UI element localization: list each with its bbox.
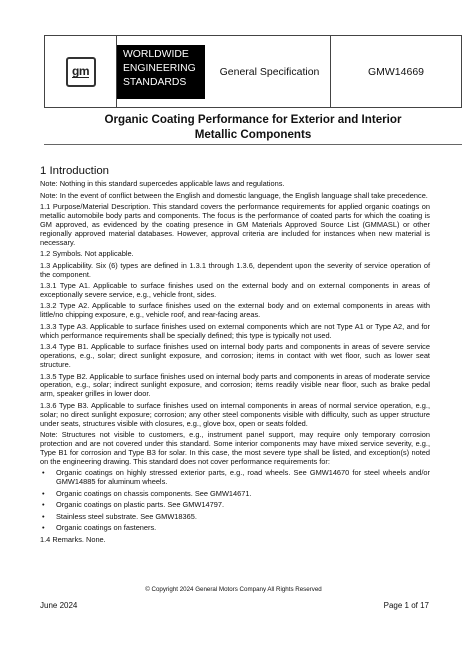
bullet-glyph: • xyxy=(42,500,45,510)
document-title xyxy=(44,112,462,142)
paragraph: 1.3.4 Type B1. Applicable to surface finishes used on internal body parts and components in areas of severe service operations, e.g., solar; direct sunlight exposure, and corrosion; items in contact with wet floor, such as lower seat structure. xyxy=(40,342,430,370)
title-line: Metallic Components xyxy=(194,128,312,141)
list-item-text: Organic coatings on highly stressed exterior parts, e.g., road wheels. See GMW14670 for steel wheels and/or GMW14885 for aluminum wheels. xyxy=(56,468,430,487)
doc-number: GMW14669 xyxy=(367,65,425,78)
document-header xyxy=(44,35,462,108)
paragraph: Note: In the event of conflict between the English and domestic language, the English language shall take precedence. xyxy=(40,190,428,200)
gm-logo-text: gm xyxy=(72,63,89,78)
paragraph: 1.3.5 Type B2. Applicable to surface finishes used on internal body parts and components in areas of moderate service operation, e.g., solar; indirect sunlight exposure, and corrosion; items readily visible near floor, such as brake pedal arm, speaker grilles in lower door. xyxy=(40,371,430,399)
bullet-glyph: • xyxy=(42,468,45,478)
list-item-text: Organic coatings on chassis components. See GMW14671. xyxy=(56,488,252,498)
section-heading: 1 Introduction xyxy=(40,165,110,177)
paragraph: 1.3.1 Type A1. Applicable to surface finishes used on the external body and on external components in areas of exceptionally severe service, e.g., vehicle front, sides. xyxy=(40,281,430,299)
list-item xyxy=(40,469,430,487)
paragraph: 1.4 Remarks. None. xyxy=(40,534,106,544)
list-item xyxy=(40,513,430,522)
doc-type: General Specification xyxy=(219,65,320,78)
paragraph: 1.3.6 Type B3. Applicable to surface finishes used on internal components in areas of normal service operation, e.g., solar; no direct sunlight exposure; corrosion; any other steel components visible with difficulty, such as upper structure under seats, structures visible with closures, e.g., glove box, open or seats folded. xyxy=(40,400,430,428)
paragraph: 1.3 Applicability. Six (6) types are defined in 1.3.1 through 1.3.6, dependent upon the severity of service operation of the component. xyxy=(40,260,430,279)
list-item xyxy=(40,490,430,499)
paragraph: Note: Nothing in this standard supercedes applicable laws and regulations. xyxy=(40,179,285,188)
standards-line: ENGINEERING xyxy=(123,62,196,74)
exclusion-list xyxy=(40,469,430,533)
list-item-text: Organic coatings on plastic parts. See GMW14797. xyxy=(56,500,225,510)
list-item xyxy=(40,524,430,533)
logo-cell xyxy=(45,36,117,107)
standards-line: STANDARDS xyxy=(123,76,187,88)
list-item-text: Stainless steel substrate. See GMW18365. xyxy=(56,511,197,521)
title-line: Organic Coating Performance for Exterior and Interior xyxy=(104,113,402,126)
footer-date: June 2024 xyxy=(40,601,78,610)
gm-logo xyxy=(66,57,96,87)
bullet-glyph: • xyxy=(42,523,45,533)
bullet-glyph: • xyxy=(42,511,45,521)
paragraph: Note: Structures not visible to customers, e.g., instrument panel support, may require only temporary corrosion protection and are not covered under this standard. Some interior components may have mixed service severity, e.g., Type B1 for corrosion and Type B3 for solar. In this case, the most severe type shall be listed, and exception(s) noted on the engineering drawing. This standard does not cover performance requirements for: xyxy=(40,430,430,466)
main-content xyxy=(40,164,430,547)
page-number: Page 1 of 17 xyxy=(383,601,429,610)
worldwide-engineering-standards-badge xyxy=(117,45,205,99)
bullet-glyph: • xyxy=(42,488,45,498)
paragraph: 1.3.3 Type A3. Applicable to surface finishes used on external components which are not Type A1 or Type A2, and for which performance requirements shall be specially defined; this type is typically not used. xyxy=(40,321,430,340)
standards-line: WORLDWIDE xyxy=(123,48,189,60)
list-item xyxy=(40,501,430,510)
paragraph: 1.3.2 Type A2. Applicable to surface finishes used on the external body and on external components in areas with little/no chipping exposure, e.g., vehicle roof, and rear-facing areas. xyxy=(40,301,430,320)
list-item-text: Organic coatings on fasteners. xyxy=(56,523,157,533)
title-divider xyxy=(44,144,462,145)
copyright-notice: © Copyright 2024 General Motors Company All Rights Reserved xyxy=(145,586,322,593)
standards-cell xyxy=(117,36,209,107)
doc-type-cell xyxy=(209,36,331,107)
doc-number-cell xyxy=(331,36,461,107)
paragraph: 1.2 Symbols. Not applicable. xyxy=(40,249,134,259)
paragraph: 1.1 Purpose/Material Description. This standard covers the performance requirements for applied organic coatings on metallic automobile body parts and components. The focus is the performance of coated parts for which the coating is GM approved, as evidenced by the coating presence in GM Materials Approved Source List (GMMASL) or other regionally approved material databases. However, approval criteria are included for instances when new material is necessary. xyxy=(40,202,430,247)
